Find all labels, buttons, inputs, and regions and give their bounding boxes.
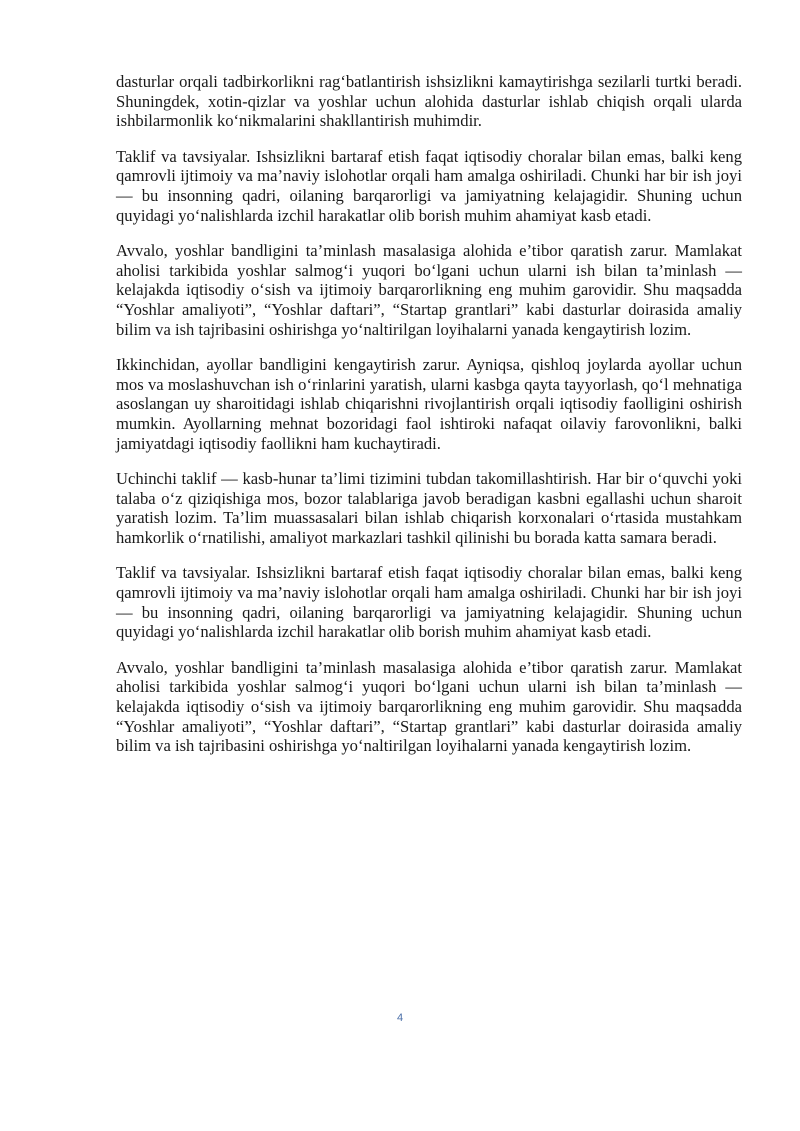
paragraph-1: dasturlar orqali tadbirkorlikni rag‘batlantirish ishsizlikni kamaytirishga sezilarli turtki beradi. Shuningdek, xotin-qizlar va yoshlar uchun alohida dasturlar ishlab chiqish orqali ularda ishbilarmonlik ko‘nikmalarini shakllantirish muhimdir. — [116, 72, 742, 131]
paragraph-7: Avvalo, yoshlar bandligini ta’minlash masalasiga alohida e’tibor qaratish zarur. Mamlakat aholisi tarkibida yoshlar salmog‘i yuqori bo‘lgani uchun ularni ish bilan ta’minlash — kelajakda iqtisodiy o‘sish va ijtimoiy barqarorlikning eng muhim garovidir. Shu maqsadda “Yoshlar amaliyoti”, “Yoshlar daftari”, “Startap grantlari” kabi dasturlar doirasida amaliy bilim va ish tajribasini oshirishga yo‘naltirilgan loyihalarni yanada kengaytirish lozim. — [116, 657, 742, 756]
paragraph-2: Taklif va tavsiyalar. Ishsizlikni bartaraf etish faqat iqtisodiy choralar bilan emas, balki keng qamrovli ijtimoiy va ma’naviy islohotlar orqali ham amalga oshiriladi. Chunki har bir ish joyi — bu insonning qadri, oilaning barqarorligi va jamiyatning kelajagidir. Shuning uchun quyidagi yo‘nalishlarda izchil harakatlar olib borish muhim ahamiyat kasb etadi. — [116, 146, 742, 225]
document-body — [116, 72, 742, 772]
paragraph-4: Ikkinchidan, ayollar bandligini kengaytirish zarur. Ayniqsa, qishloq joylarda ayollar uchun mos va moslashuvchan ish o‘rinlarini yaratish, ularni kasbga qayta tayyorlash, qo‘l mehnatiga asoslangan uy sharoitidagi ishlab chiqarishni rivojlantirish orqali iqtisodiy faolligini oshirish mumkin. Ayollarning mehnat bozoridagi faol ishtiroki nafaqat oilaviy farovonlikni, balki jamiyatdagi iqtisodiy faollikni ham kuchaytiradi. — [116, 355, 742, 453]
paragraph-5: Uchinchi taklif — kasb-hunar ta’limi tizimini tubdan takomillashtirish. Har bir o‘quvchi yoki talaba o‘z qiziqishiga mos, bozor talablariga javob beradigan kasbni egallashi uchun sharoit yaratish lozim. Ta’lim muassasalari bilan ishlab chiqarish korxonalari o‘rtasida mustahkam hamkorlik o‘rnatilishi, amaliyot markazlari tashkil qilinishi bu borada katta samara beradi. — [116, 469, 742, 547]
page-number: 4 — [396, 1012, 404, 1024]
paragraph-3: Avvalo, yoshlar bandligini ta’minlash masalasiga alohida e’tibor qaratish zarur. Mamlakat aholisi tarkibida yoshlar salmog‘i yuqori bo‘lgani uchun ularni ish bilan ta’minlash — kelajakda iqtisodiy o‘sish va ijtimoiy barqarorlikning eng muhim garovidir. Shu maqsadda “Yoshlar amaliyoti”, “Yoshlar daftari”, “Startap grantlari” kabi dasturlar doirasida amaliy bilim va ish tajribasini oshirishga yo‘naltirilgan loyihalarni yanada kengaytirish lozim. — [116, 241, 742, 339]
paragraph-6: Taklif va tavsiyalar. Ishsizlikni bartaraf etish faqat iqtisodiy choralar bilan emas, balki keng qamrovli ijtimoiy va ma’naviy islohotlar orqali ham amalga oshiriladi. Chunki har bir ish joyi — bu insonning qadri, oilaning barqarorligi va jamiyatning kelajagidir. Shuning uchun quyidagi yo‘nalishlarda izchil harakatlar olib borish muhim ahamiyat kasb etadi. — [116, 563, 742, 642]
